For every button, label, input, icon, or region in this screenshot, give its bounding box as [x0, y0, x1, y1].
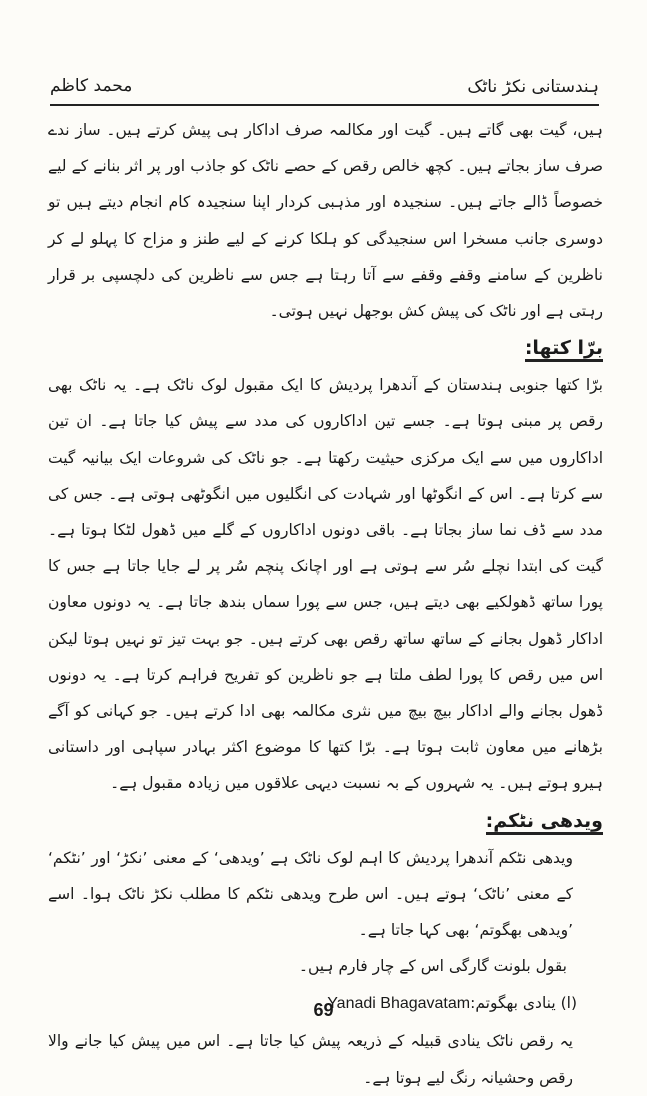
- running-header: [50, 72, 599, 106]
- paragraph-2: برّا کتھا جنوبی ہندستان کے آندھرا پردیش کا ایک مقبول لوک ناٹک ہے۔ یہ ناٹک بھی رقص پر مبنی ہوتا ہے۔ جسے تین اداکاروں کی مدد سے پیش کیا جاتا ہے۔ ان تین اداکاروں میں سے ایک مرکزی حیثیت رکھتا ہے۔ جو ناٹک کی شروعات ایک بیانیہ گیت سے کرتا ہے۔ اس کے انگوٹھا اور شہادت کی انگلیوں میں انگوٹھی ہوتی ہے۔ جس کی مدد سے ڈف نما ساز بجاتا ہے۔ باقی دونوں اداکاروں کے گلے میں ڈھول لٹکا ہوتا ہے۔ گیت کی ابتدا نچلے سُر سے ہوتی ہے اور اچانک پنچم سُر پر لے جایا جاتا ہے جس کا پورا ساتھ ڈھولکیے بھی دیتے ہیں، جس سے پورا سماں بندھ جاتا ہے۔ یہ دونوں معاون اداکار ڈھول بجانے کے ساتھ ساتھ رقص بھی کرتے ہیں۔ جو بہت تیز تو نہیں ہوتا لیکن اس میں رقص کا پورا لطف ملتا ہے جو ناظرین کو تفریح فراہم کرتا ہے۔ یہ دونوں ڈھول بجانے والے اداکار بیچ بیچ میں نثری مکالمہ بھی ادا کرتے ہیں۔ جو کہانی کو آگے بڑھانے میں معاون ثابت ہوتا ہے۔ برّا کتھا کا موضوع اکثر بہادر سپاہی اور داستانی ہیرو ہوتے ہیں۔ یہ شہروں کے بہ نسبت دیہی علاقوں میں زیادہ مقبول ہے۔: [48, 376, 603, 793]
- paragraph-4: بقول بلونت گارگی اس کے چار فارم ہیں۔: [298, 957, 567, 976]
- heading-text: برّا کتھا:: [525, 337, 603, 362]
- paragraph-3: ویدھی نٹکم آندھرا پردیش کا اہم لوک ناٹک ہے ’ویدھی‘ کے معنی ’نکڑ‘ اور ’نٹکم‘ کے معنی ’ناٹک‘ ہوتے ہیں۔ اس طرح ویدھی نٹکم کا مطلب نکڑ ناٹک ہوا۔ اسے ’ویدھی بھگوتم‘ بھی کہا جاتا ہے۔: [48, 848, 573, 940]
- paragraph-5: یہ رقص ناٹک ینادی قبیلہ کے ذریعہ پیش کیا جاتا ہے۔ اس میں پیش کیا جانے والا رقص وحشیانہ رنگ لیے ہوتا ہے۔: [48, 1032, 573, 1087]
- section-heading-veedhi-natakam: [48, 802, 603, 840]
- section-heading-burra-katha: [48, 329, 603, 367]
- author-name: محمد کاظم: [50, 76, 133, 96]
- item-title-urdu: (ا) ینادی بھگوتم:: [470, 994, 577, 1013]
- heading-text: ویدھی نٹکم:: [486, 810, 603, 835]
- page-number: 69: [313, 1000, 334, 1020]
- book-title: ہندستانی نکڑ ناٹک: [467, 77, 599, 97]
- item-title-english: Yanadi Bhagavatam: [327, 995, 471, 1013]
- body-text: [48, 112, 603, 1096]
- paragraph-1: ہیں، گیت بھی گاتے ہیں۔ گیت اور مکالمہ صرف اداکار ہی پیش کرتے ہیں۔ ساز ندے صرف ساز بجاتے ہیں۔ کچھ خالص رقص کے حصے ناٹک کو جاذب اور پر اثر بنانے کے لیے خصوصاً ڈالے جاتے ہیں۔ سنجیدہ اور مذہبی کردار اپنا سنجیدہ کام انجام دیتے ہیں تو دوسری جانب مسخرا اس سنجیدگی کو ہلکا کرنے کے لیے طنز و مزاح کا پہلو لے کر ناظرین کے سامنے وقفے وقفے سے آتا رہتا ہے جس سے ناظرین کی دلچسپی بر قرار رہتی ہے اور ناٹک کی پیش کش بوجھل نہیں ہوتی۔: [48, 121, 603, 321]
